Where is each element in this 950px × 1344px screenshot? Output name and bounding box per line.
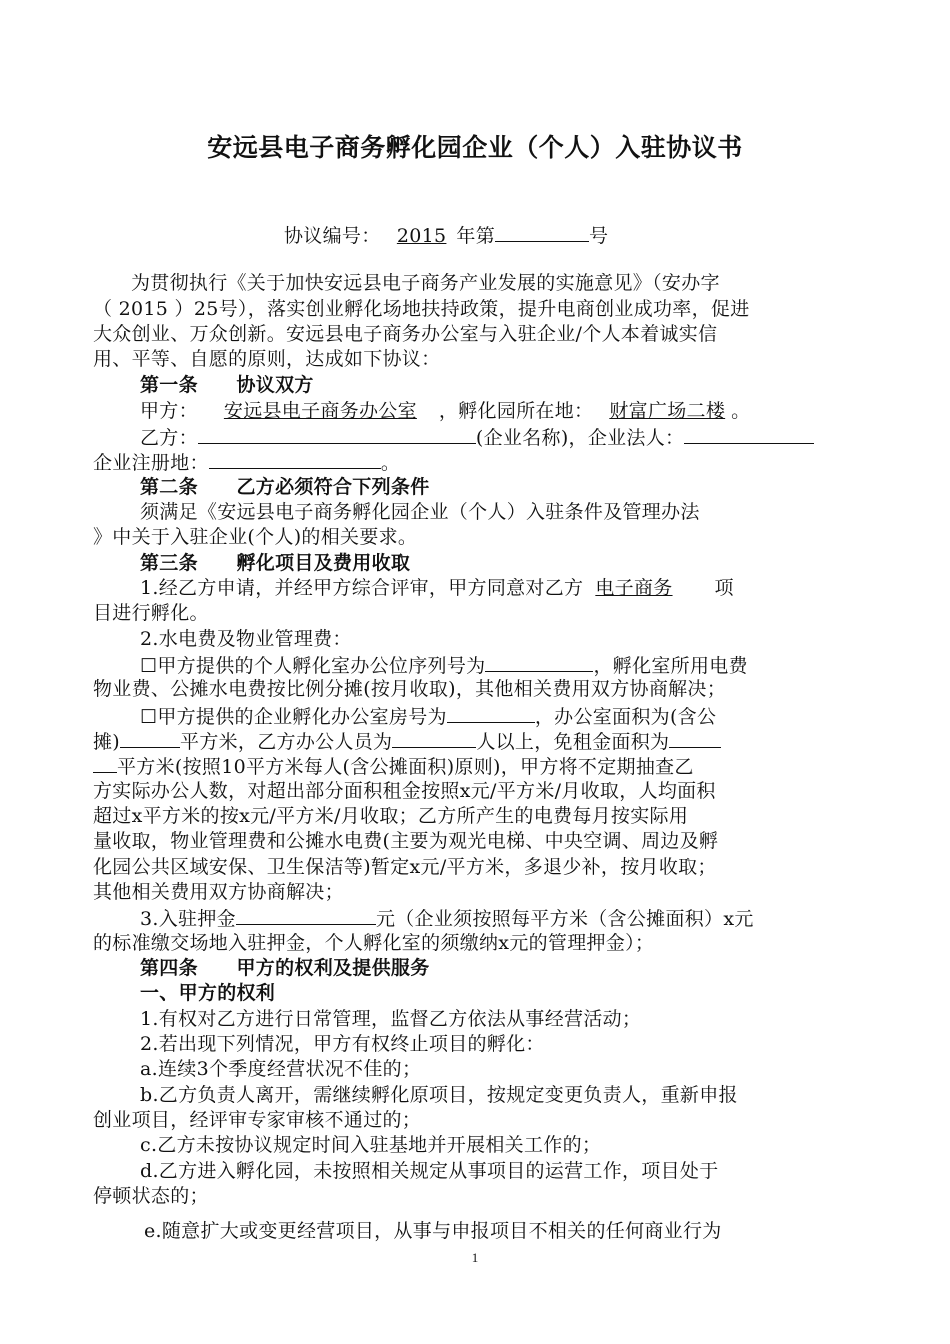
article-4-line: d.乙方进入孵化园，未按照相关规定从事项目的运营工作，项目处于	[140, 1160, 719, 1182]
incubator-location: 财富广场二楼	[609, 400, 726, 422]
article-4-line: e.随意扩大或变更经营项目，从事与申报项目不相关的任何商业行为	[144, 1220, 722, 1242]
option-enterprise-cont: 方实际办公人数，对超出部分面积租金按照x元/平方米/月收取，人均面积	[93, 780, 716, 802]
registration-blank	[209, 449, 381, 469]
free-area-blank-cont	[93, 753, 117, 773]
party-b-line: 乙方： (企业名称)，企业法人：	[140, 424, 814, 450]
article-3-item-2: 2.水电费及物业管理费：	[140, 628, 352, 650]
option-enterprise-cont: 量收取，物业管理费和公摊水电费(主要为观光电梯、中央空调、周边及孵	[93, 830, 719, 852]
free-area-blank	[669, 728, 721, 748]
article-4-line: b.乙方负责人离开，需继续孵化原项目，按规定变更负责人，重新申报	[140, 1084, 738, 1106]
intro-line: 大众创业、万众创新。安远县电子商务办公室与入驻企业/个人本着诚实信	[93, 323, 718, 345]
option-enterprise-cont: 平方米(按照10平方米每人(含公摊面积)原则)，甲方将不定期抽查乙	[93, 753, 694, 779]
article-4-line: 2.若出现下列情况，甲方有权终止项目的孵化：	[140, 1033, 545, 1055]
document-title: 安远县电子商务孵化园企业（个人）入驻协议书	[207, 133, 743, 162]
article-4-line: 停顿状态的；	[93, 1185, 209, 1207]
incubation-project: 电子商务	[595, 577, 673, 599]
agreement-number-blank	[495, 222, 589, 242]
article-4-line: 创业项目，经评审专家审核不通过的；	[93, 1109, 422, 1131]
intro-line: 用、平等、自愿的原则，达成如下协议：	[93, 348, 441, 370]
page-number: 1	[471, 1250, 479, 1265]
party-a-line: 甲方： 安远县电子商务办公室 ，孵化园所在地： 财富广场二楼 。	[140, 400, 751, 422]
legal-person-blank	[684, 424, 814, 444]
party-a-name: 安远县电子商务办公室	[223, 400, 417, 422]
article-3-item-1: 1.经乙方申请，并经甲方综合评审，甲方同意对乙方 电子商务 项	[140, 577, 734, 599]
article-4-line: c.乙方未按协议规定时间入驻基地并开展相关工作的；	[140, 1134, 602, 1156]
option-enterprise-cont: 化园公共区域安保、卫生保洁等)暂定x元/平方米，多退少补，按月收取；	[93, 856, 717, 878]
agreement-year: 2015	[396, 225, 447, 247]
article-4-subheading: 一、甲方的权利	[140, 982, 276, 1004]
intro-line: （ 2015 ）25号），落实创业孵化场地扶持政策，提升电商创业成功率，促进	[93, 298, 750, 320]
deposit-blank	[236, 905, 376, 925]
article-4-line: 1.有权对乙方进行日常管理，监督乙方依法从事经营活动；	[140, 1008, 642, 1030]
article-3-item-3-cont: 的标准缴交场地入驻押金，个人孵化室的须缴纳x元的管理押金）；	[93, 932, 655, 954]
option-enterprise: ☐甲方提供的企业孵化办公室房号为 ，办公室面积为(含公	[140, 703, 716, 729]
party-b-name-blank	[198, 424, 476, 444]
room-number-blank	[447, 703, 535, 723]
option-enterprise-cont: 超过x平方米的按x元/平方米/月收取；乙方所产生的电费每月按实际用	[93, 805, 689, 827]
article-1-heading: 第一条 协议双方	[140, 374, 314, 396]
article-4-line: a.连续3个季度经营状况不佳的；	[140, 1058, 422, 1080]
article-2-line: 须满足《安远县电子商务孵化园企业（个人）入驻条件及管理办法	[140, 501, 700, 523]
option-enterprise-area: 摊) 平方米，乙方办公人员为 人以上，免租金面积为	[93, 728, 721, 754]
seat-number-blank	[485, 652, 593, 672]
article-2-heading: 第二条 乙方必须符合下列条件	[140, 476, 430, 498]
article-3-item-1-cont: 目进行孵化。	[93, 602, 209, 624]
article-3-item-3: 3.入驻押金 元（企业须按照每平方米（含公摊面积）x元	[140, 905, 754, 931]
article-2-line: 》中关于入驻企业(个人)的相关要求。	[93, 526, 418, 548]
article-3-heading: 第三条 孵化项目及费用收取	[140, 552, 411, 574]
staff-count-blank	[392, 728, 476, 748]
office-area-blank	[120, 728, 180, 748]
registration-line: 企业注册地： 。	[93, 449, 400, 475]
option-individual-cont: 物业费、公摊水电费按比例分摊(按月收取)，其他相关费用双方协商解决；	[93, 678, 727, 700]
option-enterprise-cont: 其他相关费用双方协商解决；	[93, 881, 344, 903]
article-4-heading: 第四条 甲方的权利及提供服务	[140, 957, 430, 979]
intro-line: 为贯彻执行《关于加快安远县电子商务产业发展的实施意见》（安办字	[131, 272, 720, 294]
option-individual: ☐甲方提供的个人孵化室办公位序列号为 ，孵化室所用电费	[140, 652, 748, 678]
agreement-number: 协议编号： 2015 年第 号	[284, 222, 608, 248]
